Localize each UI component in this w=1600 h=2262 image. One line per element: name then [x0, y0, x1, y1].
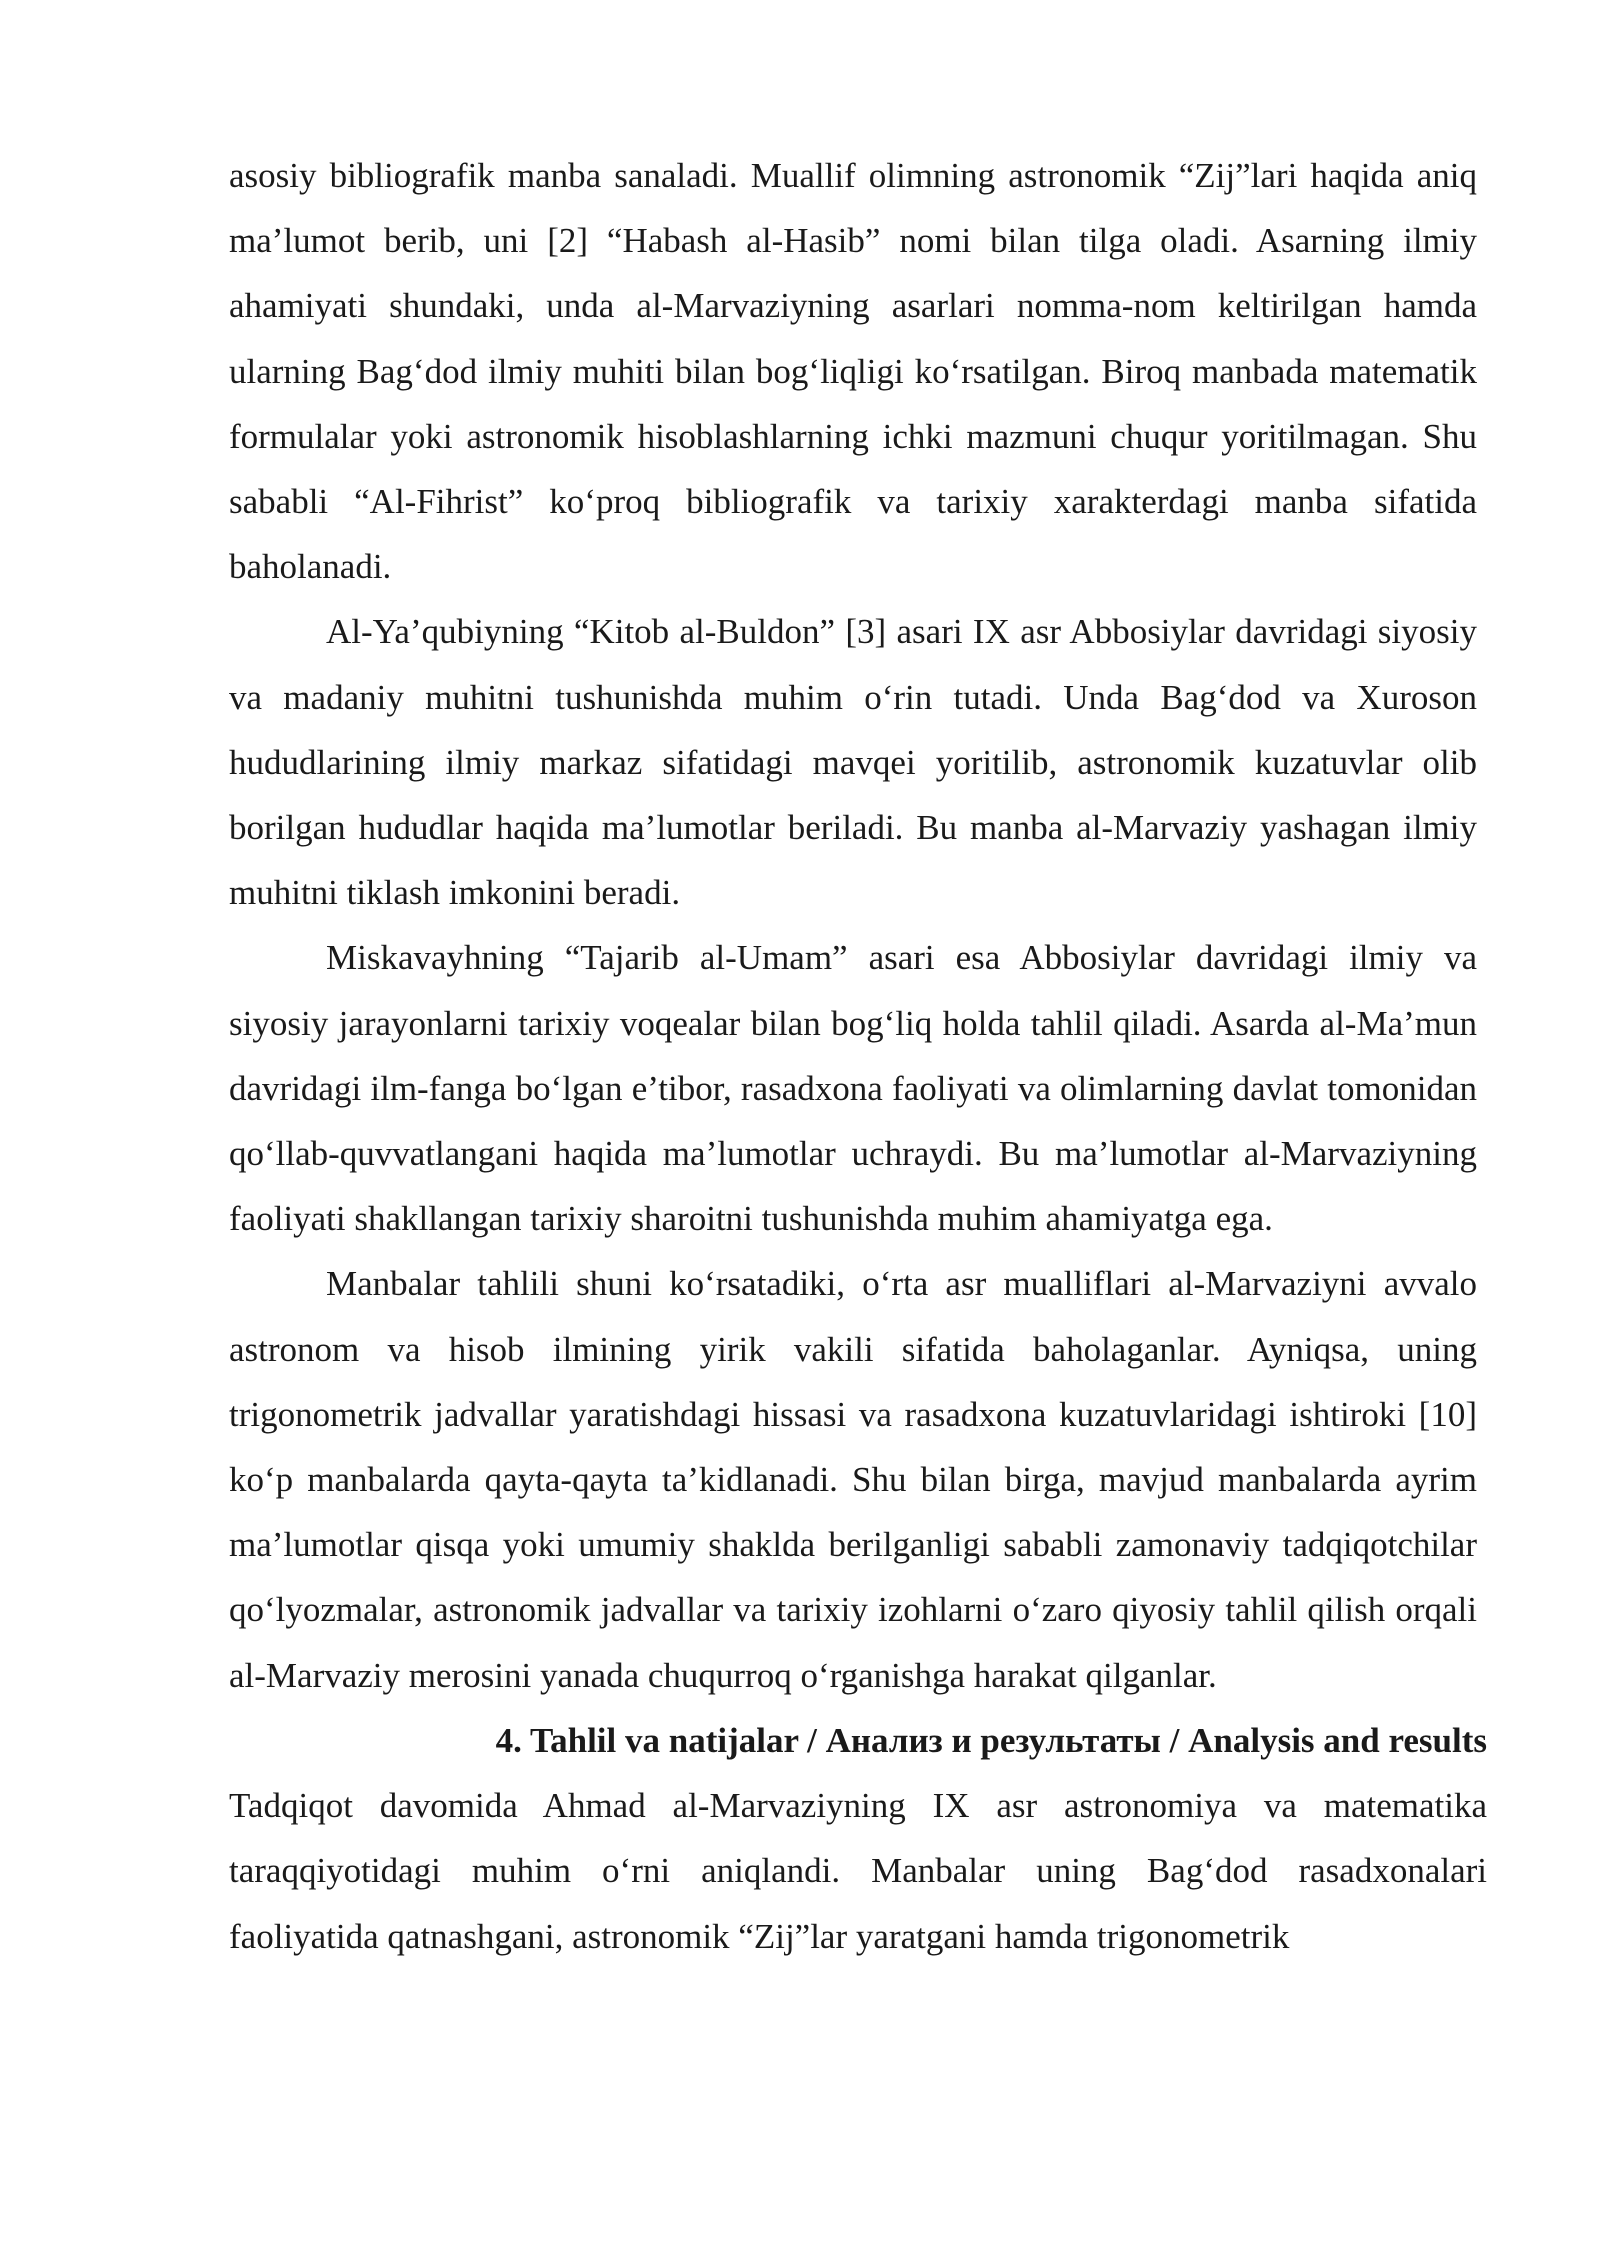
- paragraph-kitob-al-buldon: Al-Ya’qubiyning “Kitob al-Buldon” [3] asari IX asr Abbosiylar davridagi siyosiy va madaniy muhitni tushunishda muhim o‘rin tutadi. Unda Bag‘dod va Xuroson hududlarining ilmiy markaz sifatidagi mavqei yoritilib, astronomik kuzatuvlar olib borilgan hududlar haqida ma’lumotlar beriladi. Bu manba al-Marvaziy yashagan ilmiy muhitni tiklash imkonini beradi.: [229, 612, 1477, 913]
- body-text: [229, 143, 1477, 1708]
- section-heading: 4. Tahlil va natijalar / Анализ и результаты / Analysis and results: [495, 1721, 1487, 1760]
- paragraph-analysis-results: Tadqiqot davomida Ahmad al-Marvaziyning IX asr astronomiya va matematika taraqqiyotidagi muhim o‘rni aniqlandi. Manbalar uning Bag‘dod rasadxonalari faoliyatida qatnashgani, astronomik “Zij”lar yaratgani hamda trigonometrik: [229, 1786, 1487, 1956]
- paragraph-bibliography-intro: asosiy bibliografik manba sanaladi. Muallif olimning astronomik “Zij”lari haqida aniq ma’lumot berib, uni [2] “Habash al-Hasib” nomi bilan tilga oladi. Asarning ilmiy ahamiyati shundaki, unda al-Marvaziyning asarlari nomma-nom keltirilgan hamda ularning Bag‘dod ilmiy muhiti bilan bog‘liqligi ko‘rsatilgan. Biroq manbada matematik formulalar yoki astronomik hisoblashlarning ichki mazmuni chuqur yoritilmagan. Shu sababli “Al-Fihrist” ko‘proq bibliografik va tarixiy xarakterdagi manba sifatida baholanadi.: [229, 156, 1477, 587]
- analysis-section: [229, 1708, 1487, 1969]
- paragraph-sources-analysis: Manbalar tahlili shuni ko‘rsatadiki, o‘rta asr mualliflari al-Marvaziyni avvalo astronom va hisob ilmining yirik vakili sifatida baholaganlar. Ayniqsa, uning trigonometrik jadvallar yaratishdagi hissasi va rasadxona kuzatuvlaridagi ishtiroki [10] ko‘p manbalarda qayta-qayta ta’kidlanadi. Shu bilan birga, mavjud manbalarda ayrim ma’lumotlar qisqa yoki umumiy shaklda berilganligi sababli zamonaviy tadqiqotchilar qo‘lyozmalar, astronomik jadvallar va tarixiy izohlarni o‘zaro qiyosiy tahlil qilish orqali al-Marvaziy merosini yanada chuqurroq o‘rganishga harakat qilganlar.: [229, 1264, 1477, 1695]
- paragraph-tajarib-al-umam: Miskavayhning “Tajarib al-Umam” asari esa Abbosiylar davridagi ilmiy va siyosiy jarayonlarni tarixiy voqealar bilan bog‘liq holda tahlil qiladi. Asarda al-Ma’mun davridagi ilm-fanga bo‘lgan e’tibor, rasadxona faoliyati va olimlarning davlat tomonidan qo‘llab-quvvatlangani haqida ma’lumotlar uchraydi. Bu ma’lumotlar al-Marvaziyning faoliyati shakllangan tarixiy sharoitni tushunishda muhim ahamiyatga ega.: [229, 938, 1477, 1239]
